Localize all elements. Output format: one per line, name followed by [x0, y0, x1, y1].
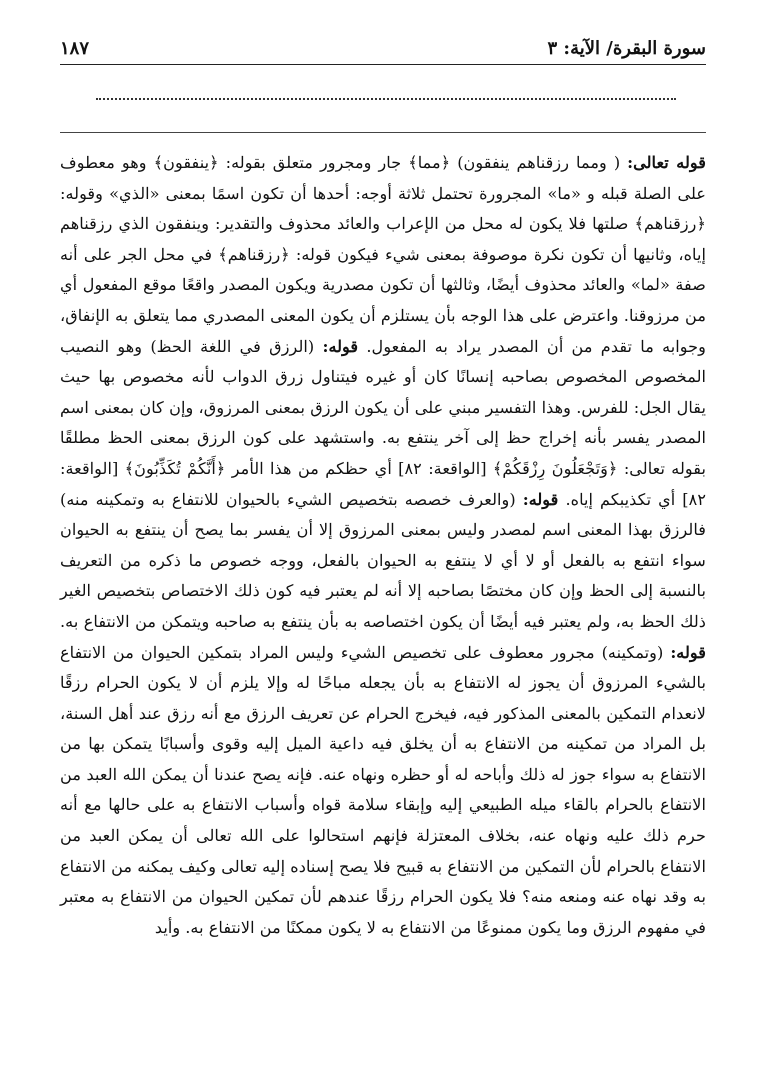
- section-label: قوله:: [322, 336, 359, 356]
- dotted-separator: [96, 98, 676, 100]
- page-number: ١٨٧: [60, 38, 90, 59]
- section-text: (الرزق في اللغة الحظ) وهو النصيب المخصوص المخصوص بصاحبه إنسانًا كان أو غيره فيتناول زرق الدواب لأنه مخصوص بها حيث يقال الجل: للفرس. وهذا التفسير مبني على أن يكون الرزق بمعنى المرزوق، وإن كان بمعنى اسم المصدر يفسر بأنه إخراج حظ إلى آخر ينتفع به. واستشهد على كون الرزق بمعنى الحظ مطلقًا بقوله تعالى: ﴿وَتَجْعَلُونَ رِزْقَكُمْ﴾ [الواقعة: ٨٢] أي حظكم من هذا الأمر ﴿أَنَّكُمْ تُكَذِّبُونَ﴾ [الواقعة: ٨٢] أي تكذيبكم إياه.: [60, 336, 707, 509]
- section-label: قوله:: [670, 642, 706, 662]
- solid-separator: [60, 132, 706, 133]
- running-title: سورة البقرة/ الآية: ٣: [547, 38, 706, 59]
- section-text: (والعرف خصصه بتخصيص الشيء بالحيوان للانتفاع به وتمكينه منه) فالرزق بهذا المعنى اسم لمصدر وليس بمعنى المرزوق إلا أن يفسر بما يصح أن ينتفع به الحيوان سواء انتفع به بالفعل أو لا أي لا ينتفع به الحيوان بالفعل، ووجه خصوص ما ذكره من التعريف بالنسبة إلى الحظ وإن كان مختصًا بصاحبه إلا أنه لم يعتبر فيه كون ذلك الاختصاص بتخصيص الغير ذلك الحظ به، ولم يعتبر فيه أيضًا أن يكون اختصاصه به بأن ينتفع به صاحبه ويتمكن من الانتفاع به.: [60, 489, 706, 631]
- section-text: ( ومما رزقناهم ينفقون) ﴿مما﴾ جار ومجرور متعلق بقوله: ﴿ينفقون﴾ وهو معطوف على الصلة قبله و «ما» المجرورة تحتمل ثلاثة أوجه: أحدها أن تكون اسمًا بمعنى «الذي» وقوله: ﴿رزقناهم﴾ صلتها فلا يكون له محل من الإعراب والعائد محذوف والتقدير: وينفقون الذي رزقناهم إياه، وثانيها أن تكون نكرة موصوفة بمعنى شيء فيكون قوله: ﴿رزقناهم﴾ في محل الجر على أنه صفة «لما» والعائد محذوف أيضًا، وثالثها أن تكون مصدرية ويكون المصدر واقعًا موقع المفعول أي من مرزوقنا. واعترض على هذا الوجه بأن يستلزم أن يكون المعنى المصدري مما يتعلق به الإنفاق، وجوابه ما تقدم من أن المصدر يراد به المفعول.: [60, 153, 706, 356]
- page-header: [60, 34, 706, 65]
- commentary-paragraph: [60, 148, 706, 943]
- section-text: (وتمكينه) مجرور معطوف على تخصيص الشيء وليس المراد بتمكين الحيوان من الانتفاع بالشيء المرزوق أن يجوز له الانتفاع به بأن يجعله مباحًا له وإلا يلزم أن لا يكون الحرام رزقًا لانعدام التمكين بالمعنى المذكور فيه، فيخرج الحرام عن تعريف الرزق مع أنه رزق عند أهل السنة، بل المراد من تمكينه من الانتفاع به أن يخلق فيه داعية الميل إليه وقوى وأسبابًا يتمكن بها من الانتفاع به سواء جوز له ذلك وأباحه له أو حظره ونهاه عنه. فإنه يصح عندنا أن يمكن الله العبد من الانتفاع بالحرام بالقاء ميله الطبيعي إليه وإبقاء سلامة قواه وأسباب الانتفاع به على حالها مع أنه حرم ذلك عليه ونهاه عنه، بخلاف المعتزلة فإنهم استحالوا على الله تعالى أن يمكن العبد من الانتفاع بالحرام لأن التمكين من الانتفاع به قبيح فلا يصح إسناده إليه تعالى وكيف يمكنه من الانتفاع به وقد نهاه عنه ومنعه منه؟ فلا يكون الحرام رزقًا عندهم لأن تمكين الحيوان من الانتفاع به معتبر في مفهوم الرزق وما يكون ممنوعًا من الانتفاع به لا يكون ممكنًا من الانتفاع به. وأيد: [60, 642, 706, 937]
- section-label: قوله:: [522, 489, 559, 509]
- commentary-text: [60, 148, 706, 943]
- section-label: قوله تعالى:: [627, 153, 706, 172]
- book-page: [60, 34, 706, 1064]
